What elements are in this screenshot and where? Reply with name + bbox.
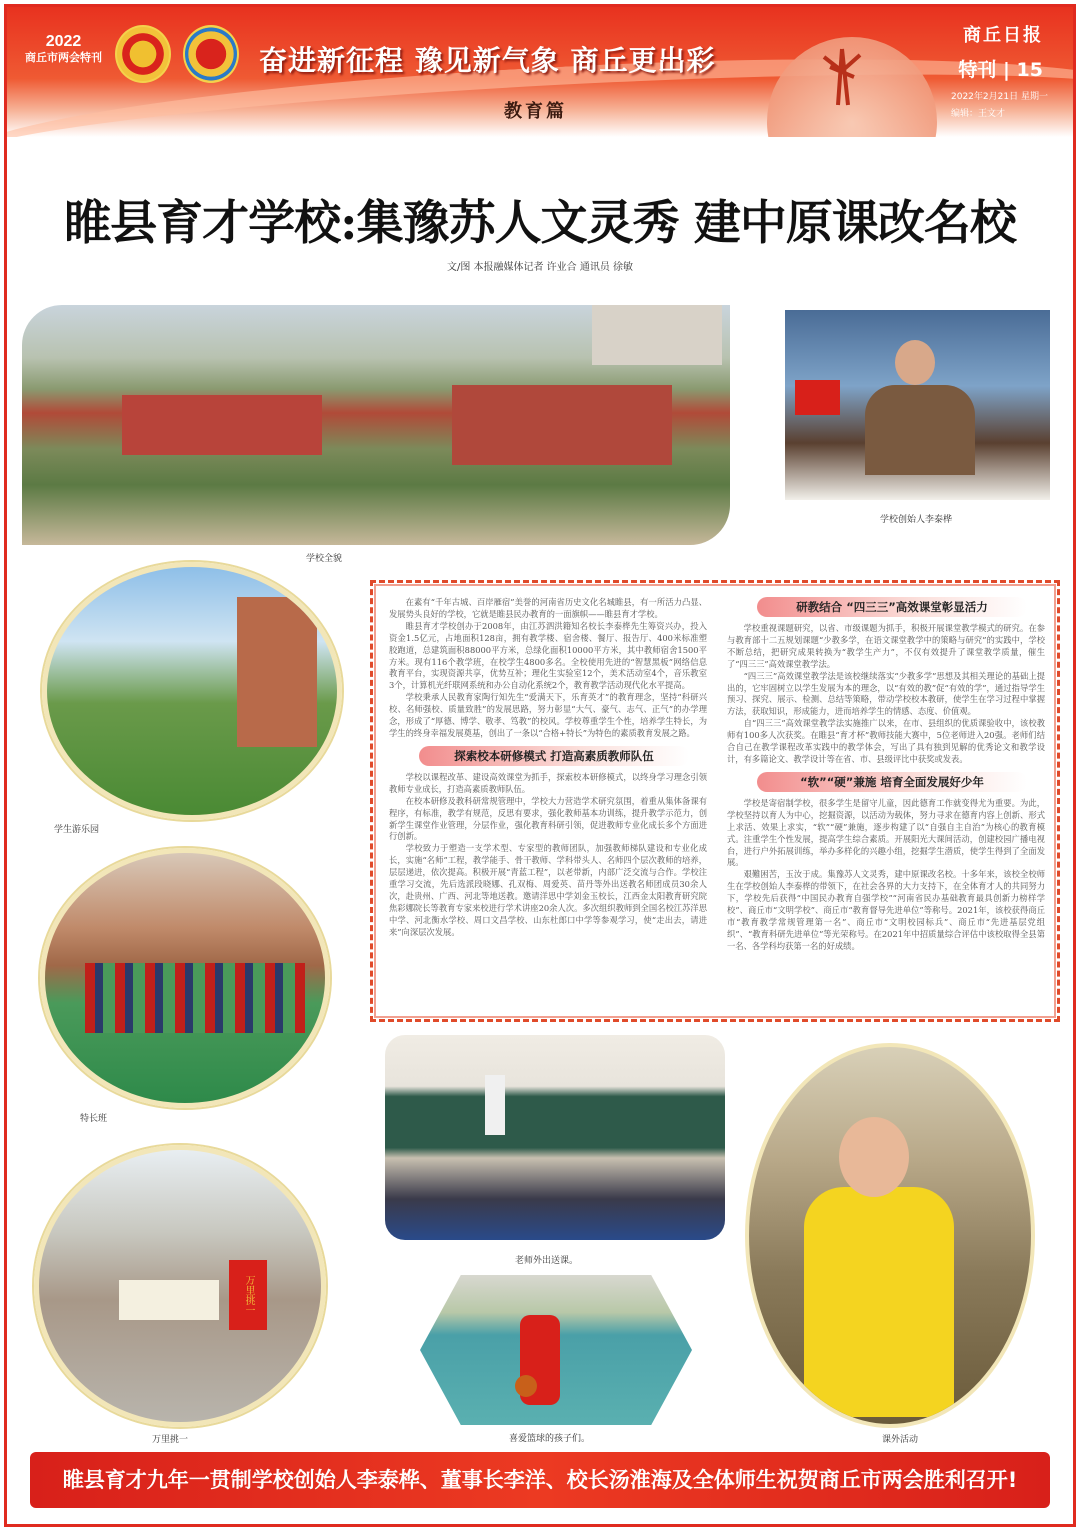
- building-shape: [237, 597, 317, 747]
- paragraph: 学校是寄宿制学校，很多学生是留守儿童，因此德育工作就变得尤为重要。为此，学校坚持以育人为中心，挖掘资源，以活动为载体，努力寻求在德育内容上创新、形式上求活、效果上求实，“软”“硬”兼施，逐步构建了以“自强自主自治”为核心的教育模式。注重学生个性发展，提高学生综合素质。开展阳光大课间活动，创建校园广播电视台，进行户外拓展训练，举办多样化的兴趣小组，挖掘学生潜质，使学生得到了全面发展。: [727, 797, 1045, 868]
- caption-basketball: 喜爱篮球的孩子们。: [509, 1434, 591, 1444]
- selection-photo: [34, 1145, 326, 1427]
- national-emblem-icon: [115, 25, 171, 83]
- paragraph: 学校秉承人民教育家陶行知先生“爱满天下，乐育英才”的教育理念，坚持“科研兴校、名师强校、质量致胜”的发展思路，努力彰显“大气、豪气、志气、正气”的办学理念，形成了“厚德、博学、敬孝、笃教”的校风。学校尊重学生个性，培养学生特长，为学生的终身幸福发展奠基，创出了一条以“合格+特长”为特色的素质教育发展之路。: [389, 692, 707, 738]
- paragraph: “四三三”高效课堂教学法是该校继续落实“少教多学”思想及其相关理论的基础上提出的，它牢固树立以学生发展为本的理念，以“有效的教”促“有效的学”，通过指导学生预习、探究、展示、检测、总结等策略，带动学校校本教研，使学生在学习过程中掌握方法，获取知识，形成能力，进而培养学生的情感、态度、价值观。: [727, 670, 1045, 717]
- subheading: 探索校本研修模式 打造高素质教师队伍: [419, 746, 689, 766]
- paragraph: 睢县育才学校创办于2008年，由江苏泗洪籍知名校长李泰桦先生筹资兴办，投入资金1.5亿元，占地面积128亩，拥有教学楼、宿舍楼、餐厅、报告厅、400米标准塑胶跑道，总建筑面积88000平方米，总绿化面积10000平方米，其中教师宿舍1500平方米。现有116个教学班，在校学生4800多名。全校使用先进的“智慧黑板”网络信息教育平台，实现资源共享，优势互补；理化生实验室12个，美术活动室4个，音乐教室3个，计算机光纤联网系统和办公自动化系统2个，教育教学活动现代化水平提高。: [389, 620, 707, 691]
- paragraph: 学校重视课题研究，以省、市级课题为抓手，积极开展课堂教学模式的研究。在参与教育部十二五规划课题“少教多学，在语文课堂教学中的策略与研究”的实践中，学校不断总结，把研究成果转换为“教学生产力”，不仅有效提升了课堂教学质量，催生了“四三三”高效课堂教学法。: [727, 623, 1045, 669]
- certificate-board: [119, 1280, 219, 1320]
- building-shape: [122, 395, 322, 455]
- caption-playground: 学生游乐园: [54, 825, 100, 835]
- building-shape: [452, 385, 672, 465]
- person-head: [895, 340, 935, 385]
- article-column-right: [727, 591, 1045, 953]
- caption-aerial: 学校全貌: [306, 554, 343, 564]
- caption-classroom: 老师外出送课。: [515, 1256, 579, 1266]
- byline: 文/图 本报融媒体记者 许业合 通讯员 徐敏: [446, 262, 634, 273]
- headline: 睢县育才学校:集豫苏人文灵秀 建中原课改名校: [64, 196, 1016, 251]
- talent-class-photo: [40, 848, 330, 1108]
- students-dancing: [85, 963, 305, 1033]
- issue-date: 2022年2月21日 星期一: [951, 92, 1048, 102]
- paragraph: 自“四三三”高效课堂教学法实施推广以来，在市、县组织的优质课验收中，该校教师有100多人次获奖。在睢县“育才杯”教师技能大赛中，5位老师进入20强。老师们结合自己在教学课程改革实践中的教学体会，写出了具有独到见解的优秀论文和教学设计，有多篇论文、教学设计等在省、市、县级评比中获奖或发表。: [727, 718, 1045, 764]
- landmark-sculpture-icon: [812, 47, 872, 107]
- girl-face: [839, 1117, 909, 1197]
- classroom-photo: [385, 1035, 725, 1240]
- special-edition-label: [25, 33, 102, 67]
- paragraph: 在素有“千年古城、百岸雁宿”美誉的河南省历史文化名城睢县，有一所活力凸显、发展势头良好的学校，它就是睢县民办教育的一面旗帜——睢县育才学校。: [389, 597, 707, 619]
- party-flag: [795, 380, 840, 415]
- masthead: [7, 7, 1073, 137]
- basketball-icon: [515, 1375, 537, 1397]
- caption-talent: 特长班: [80, 1114, 108, 1124]
- tower-blocks-shape: [592, 305, 722, 365]
- cppcc-emblem-icon: [183, 25, 239, 83]
- caption-outdoor: 课外活动: [882, 1435, 919, 1445]
- paragraph: 学校以课程改革、建设高效课堂为抓手，探索校本研修模式，以终身学习理念引领教师专业成长，打造高素质教师队伍。: [389, 771, 707, 794]
- basketball-photo: [420, 1275, 692, 1425]
- editor: 编辑：王文才: [951, 109, 1006, 119]
- red-banner-sign: 万里挑一: [229, 1260, 267, 1330]
- newspaper-name: 商丘日报: [963, 25, 1043, 46]
- person-body: [865, 385, 975, 475]
- paragraph: 学校致力于塑造一支学术型、专家型的教师团队，加强教师梯队建设和专业化成长，实施“名师”工程，教学能手、骨干教师、学科带头人、名师四个层次教师的培养，层层递进，依次提高。积极开展“青蓝工程”，以老带新，内部广泛交流与合作。学校注重学习交流，先后选派段晓娜、孔双梅、周爱英、苗丹等外出送教名师团成员30余人次，赴贵州、广西、河北等地送教。邀请洋思中学刘金玉校长，江西金太阳教育研究院焦彩娜院长等教育专家来校进行学术讲座20余人次。多次组织教师到全国名校江苏洋思中学、河北衡水学校、周口文昌学校、山东杜郎口中学等参观学习，使“走出去，请进来”向深层次发展。: [389, 843, 707, 937]
- article-column-left: [389, 597, 707, 939]
- aerial-school-photo: [22, 305, 730, 545]
- special-name: 商丘市两会特刊: [25, 52, 102, 64]
- slogan: 奋进新征程 豫见新气象 商丘更出彩: [259, 44, 716, 77]
- paragraph: 在校本研修及教科研常规管理中，学校大力营造学术研究氛围，着重从集体备课有程序，有标准，教学有规范，反思有要求，强化教师基本功训练，提升教学示范力，创新学生课堂作业管理，分层作业，强化教育科研引领，促进教师专业化成长多个方面进行创新。: [389, 795, 707, 842]
- subheading: 研教结合 “四三三”高效课堂彰显活力: [757, 597, 1027, 617]
- article-body: [370, 580, 1060, 1022]
- edition-number: 特刊 | 15: [958, 59, 1043, 81]
- section-title: 教育篇: [504, 101, 567, 122]
- teacher-figure: [485, 1075, 505, 1135]
- playground-photo: [42, 562, 342, 820]
- caption-selection: 万里挑一: [152, 1435, 189, 1445]
- founder-portrait-photo: [785, 310, 1050, 500]
- paragraph: 艰難困苦，玉汝于成。集豫苏人文灵秀，建中原课改名校。十多年来，该校全校师生在学校创始人李泰桦的带领下，在社会各界的大力支持下，在全体育才人的共同努力下，学校先后获得“中国民办教育自强学校”“河南省民办基础教育最具创新力榜样学校”、商丘市“文明学校”、商丘市“教育督导先进单位”等称号。2021年，该校获得商丘市“教育教学常规管理第一名”、商丘市“文明校园标兵”、商丘市“先进基层党组织”、“教育科研先进单位”等光荣称号。在2021年中招质量综合评估中该校取得全县第一名、各学科均获第一名的好成绩。: [727, 869, 1045, 951]
- congratulation-banner: 睢县育才九年一贯制学校创始人李泰桦、董事长李洋、校长汤淮海及全体师生祝贺商丘市两会胜利召开!: [30, 1452, 1050, 1508]
- subheading: “软”“硬”兼施 培育全面发展好少年: [757, 772, 1027, 792]
- outdoor-activity-photo: [745, 1043, 1035, 1428]
- girl-yellow-jacket: [804, 1187, 954, 1417]
- year: 2022: [45, 33, 82, 50]
- caption-founder: 学校创始人李泰桦: [880, 515, 953, 525]
